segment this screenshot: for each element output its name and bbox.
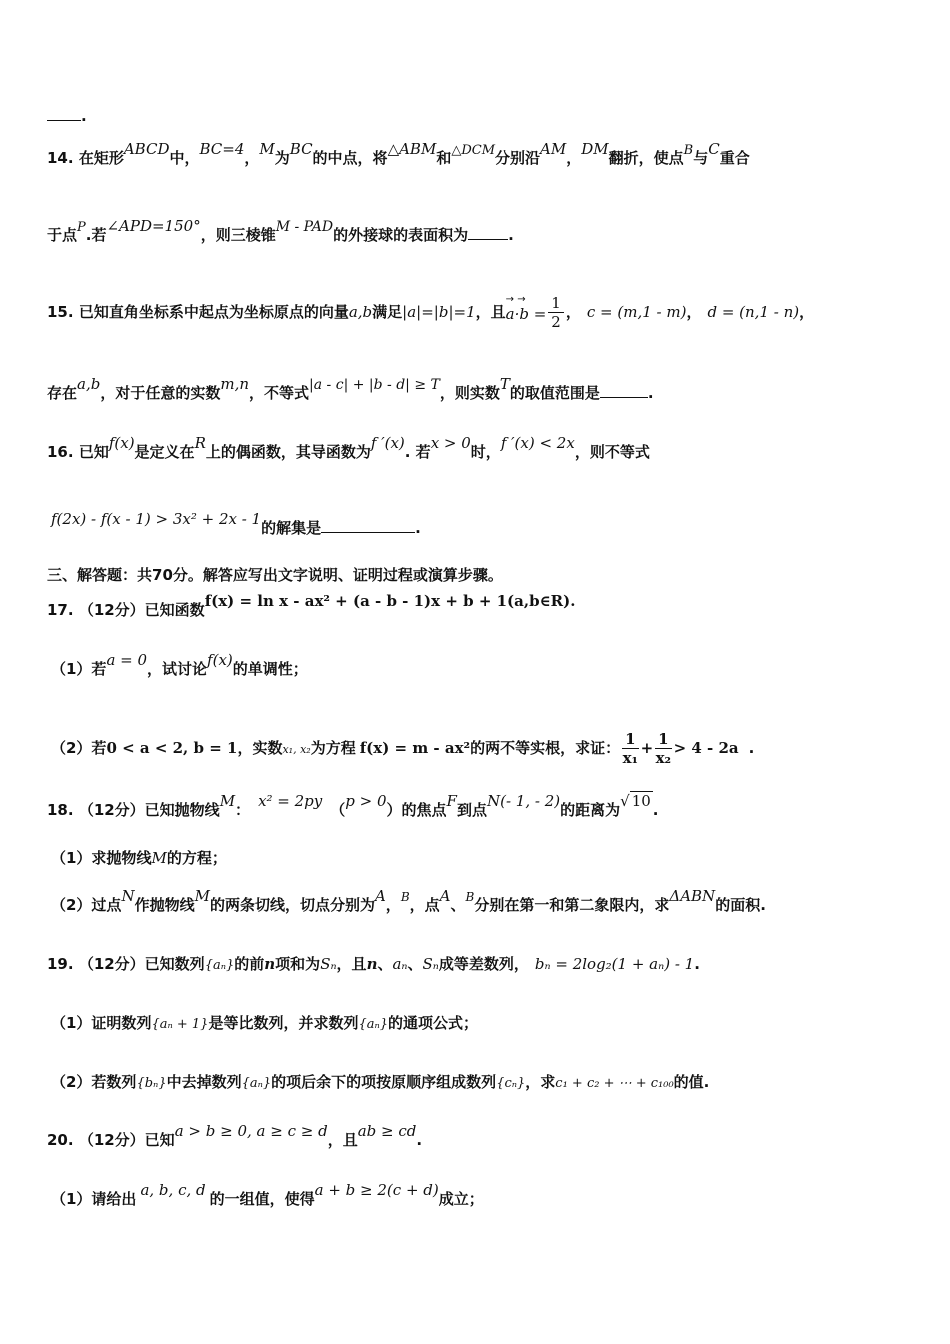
math-expr: ab ≥ cd — [357, 1122, 417, 1140]
math-expr: n — [366, 955, 378, 973]
math-expr: Sₙ — [422, 955, 439, 973]
math-expr: c₁ + c₂ + ⋯ + c₁₀₀ — [555, 1076, 674, 1091]
math-expr: M — [151, 849, 167, 867]
math-expr: P — [77, 220, 86, 235]
math-expr: f(x) — [207, 651, 233, 669]
question-number: 18. — [47, 801, 74, 819]
math-expr: c = (m,1 - m) — [586, 303, 687, 321]
math-expr: B — [465, 890, 475, 904]
math-expr: a,b — [348, 303, 373, 321]
answer-blank — [468, 225, 508, 240]
math-expr: N(- 1, - 2) — [486, 792, 561, 810]
question-number: 20. — [47, 1131, 74, 1149]
math-expr: a, b, c, d — [140, 1181, 206, 1199]
question-number: 14. — [47, 149, 74, 167]
question-number: 15. — [47, 303, 74, 321]
math-expr: M - PAD — [275, 219, 334, 235]
math-expr: f ′(x) — [370, 434, 405, 452]
math-expr: {aₙ} — [241, 1076, 272, 1091]
math-expr: B — [683, 143, 694, 158]
math-expr: a = 0 — [106, 651, 148, 669]
math-expr: a·b = — [505, 304, 547, 323]
math-expr: {aₙ} — [204, 958, 235, 973]
math-expr: x² = 2py — [258, 792, 323, 810]
fraction: $\frac{1}{2}$ — [548, 294, 564, 331]
math-expr: {aₙ} — [358, 1017, 389, 1032]
math-expr: f(x) = m - ax² — [359, 739, 471, 757]
math-expr: x > 0 — [430, 434, 471, 452]
math-expr: f(x) = ln x - ax² + (a - b - 1)x + b + 1(a,b∈R). — [204, 592, 576, 610]
math-expr: p > 0 — [345, 792, 387, 810]
math-expr: n — [264, 955, 276, 973]
math-expr: A — [374, 887, 386, 905]
math-expr: C — [708, 140, 720, 158]
math-expr: a > b ≥ 0, a ≥ c ≥ d — [174, 1122, 328, 1140]
math-expr: a + b ≥ 2(c + d) — [314, 1181, 439, 1199]
math-expr: N — [121, 887, 135, 905]
math-expr: d = (n,1 - n) — [707, 303, 800, 321]
math-expr: △ABM — [387, 140, 437, 158]
math-expr: aₙ — [392, 955, 408, 973]
answer-blank — [47, 106, 81, 121]
math-expr: ΔABN — [669, 887, 716, 905]
math-expr: F — [446, 792, 457, 810]
math-expr: AM — [540, 140, 567, 158]
math-expr: f(2x) - f(x - 1) > 3x² + 2x - 1 — [51, 510, 262, 528]
math-expr: BC=4 — [199, 140, 245, 158]
math-expr: M — [259, 140, 275, 158]
math-expr: f ′(x) < 2x — [500, 434, 575, 452]
sqrt-expr: √ 10 — [620, 792, 651, 810]
math-expr: |a|=|b|=1 — [402, 303, 476, 321]
math-expr: △DCM — [451, 143, 496, 158]
vector-arrows: → → — [505, 293, 526, 305]
math-expr: T — [499, 375, 510, 393]
math-expr: B — [400, 890, 410, 904]
math-expr: Sₙ — [320, 955, 337, 973]
fraction: $\frac{1}{\text{x₂}}$ — [655, 730, 672, 767]
math-expr: {cₙ} — [496, 1076, 526, 1091]
math-expr: f(x) — [108, 434, 135, 452]
math-expr: |a - c| + |b - d| ≥ T — [309, 377, 440, 393]
math-expr: M — [194, 887, 210, 905]
question-number: 19. — [47, 955, 74, 973]
answer-blank — [600, 383, 648, 398]
math-expr: a,b — [77, 375, 101, 393]
math-expr: {aₙ + 1} — [151, 1017, 209, 1032]
math-expr: DM — [581, 140, 609, 158]
math-expr: {bₙ} — [136, 1076, 167, 1091]
math-expr: x₁, x₂ — [282, 743, 311, 756]
question-number: 17. — [47, 601, 74, 619]
math-expr: > 4 - 2a — [673, 739, 739, 757]
math-expr: 0 < a < 2, b = 1 — [106, 739, 238, 757]
math-expr: BC — [289, 140, 313, 158]
math-expr: R — [194, 434, 206, 452]
math-expr: ABCD — [123, 140, 170, 158]
math-expr: bₙ = 2log₂(1 + aₙ) - 1 — [534, 955, 695, 973]
math-expr: A — [439, 887, 451, 905]
question-number: 16. — [47, 443, 74, 461]
answer-blank — [321, 518, 415, 533]
math-expr: ∠APD=150° — [106, 217, 201, 235]
math-expr: M — [219, 792, 236, 810]
fraction: $\frac{1}{\text{x₁}}$ — [622, 730, 639, 767]
math-expr: m,n — [220, 375, 250, 393]
